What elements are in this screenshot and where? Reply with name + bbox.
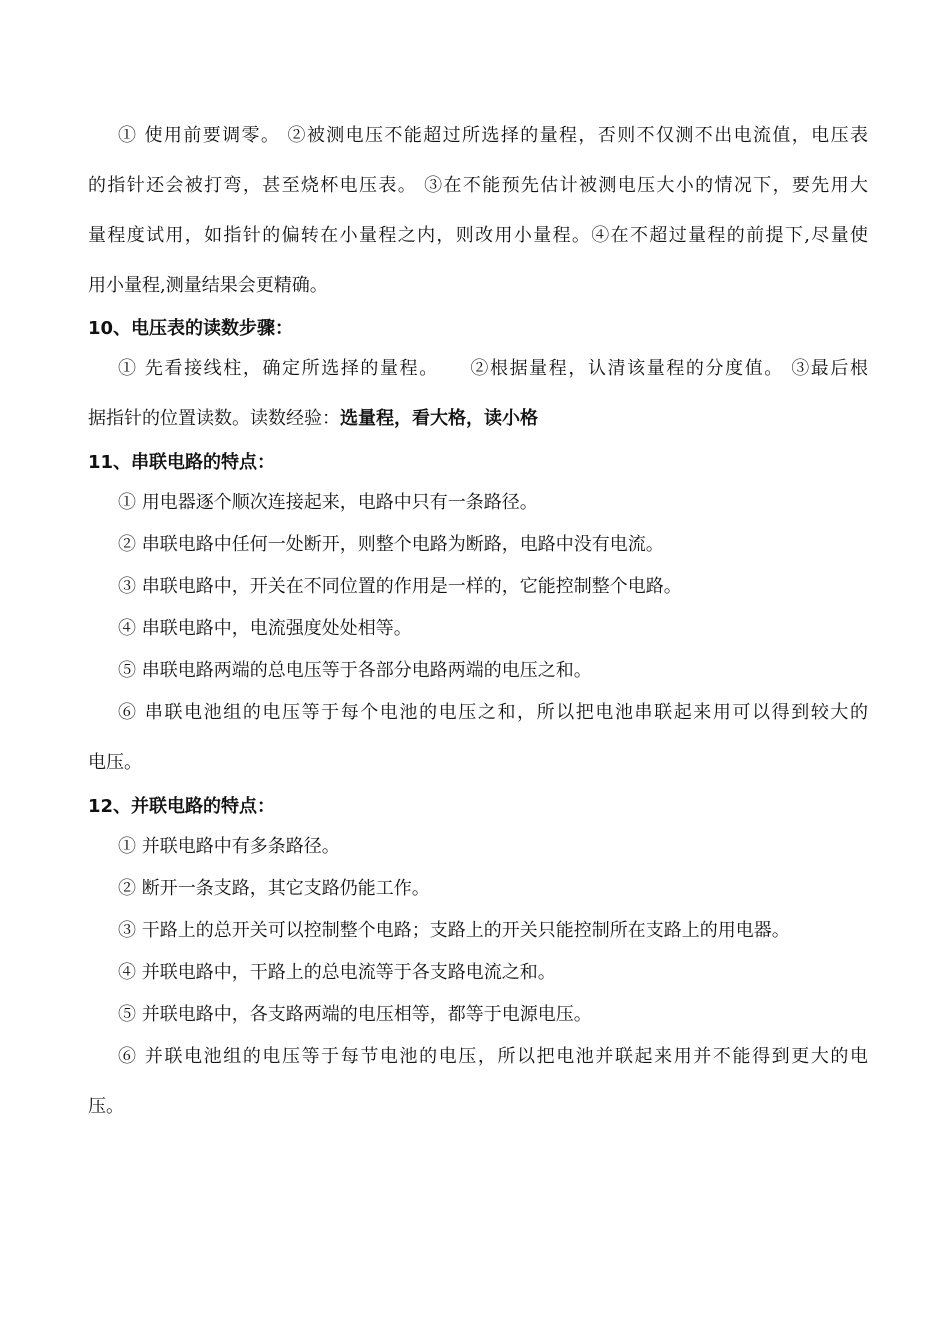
section-10-heading: 10、电压表的读数步骤： <box>88 318 294 339</box>
section-12-item: ⑥ 并联电池组的电压等于每节电池的电压，所以把电池并联起来用并不能得到更大的电 <box>118 1046 868 1067</box>
section-10-tip-label: 据指针的位置读数。读数经验： <box>88 408 340 429</box>
section-12-item: ② 断开一条支路，其它支路仍能工作。 <box>118 878 430 899</box>
section-12-continuation: 压。 <box>88 1096 124 1117</box>
section-11-heading: 11、串联电路的特点： <box>88 452 276 473</box>
section-12-heading: 12、并联电路的特点： <box>88 796 276 817</box>
intro-item-2: ②被测电压不能超过所选择的量程，否则不仅测不出电流值，电压表 <box>287 125 868 146</box>
section-12-item: ① 并联电路中有多条路径。 <box>118 836 340 857</box>
section-11-item: ⑥ 串联电池组的电压等于每个电池的电压之和，所以把电池串联起来用可以得到较大的 <box>118 702 868 723</box>
section-12-item: ⑤ 并联电路中，各支路两端的电压相等，都等于电源电压。 <box>118 1004 592 1025</box>
section-10-step-1: ① 先看接线柱，确定所选择的量程。 <box>118 358 439 379</box>
section-12-item: ④ 并联电路中，干路上的总电流等于各支路电流之和。 <box>118 962 556 983</box>
section-11-item: ⑤ 串联电路两端的总电压等于各部分电路两端的电压之和。 <box>118 660 592 681</box>
section-10-step-3: ③最后根 <box>791 358 868 379</box>
section-10-step-2: ②根据量程，认清该量程的分度值。 <box>468 358 784 379</box>
section-10-line-1 <box>118 356 868 382</box>
section-11-item: ② 串联电路中任何一处断开，则整个电路为断路，电路中没有电流。 <box>118 534 664 555</box>
section-11-item: ③ 串联电路中，开关在不同位置的作用是一样的，它能控制整个电路。 <box>118 576 682 597</box>
intro-line-3: 量程度试用，如指针的偏转在小量程之内，则改用小量程。④在不超过量程的前提下,尽量使 <box>88 225 868 246</box>
intro-line-2: 的指针还会被打弯，甚至烧杯电压表。 ③在不能预先估计被测电压大小的情况下，要先用大 <box>88 175 868 196</box>
section-11-item: ④ 串联电路中，电流强度处处相等。 <box>118 618 412 639</box>
section-10-tip: 选量程，看大格，读小格 <box>340 408 538 429</box>
intro-line-4: 用小量程,测量结果会更精确。 <box>88 275 328 296</box>
section-10-line-2 <box>88 406 868 432</box>
intro-item-1: ① 使用前要调零。 <box>118 125 281 146</box>
section-11-continuation: 电压。 <box>88 752 142 773</box>
intro-line-1 <box>118 123 868 149</box>
section-11-item: ① 用电器逐个顺次连接起来，电路中只有一条路径。 <box>118 492 538 513</box>
section-12-item: ③ 干路上的总开关可以控制整个电路；支路上的开关只能控制所在支路上的用电器。 <box>118 920 790 941</box>
